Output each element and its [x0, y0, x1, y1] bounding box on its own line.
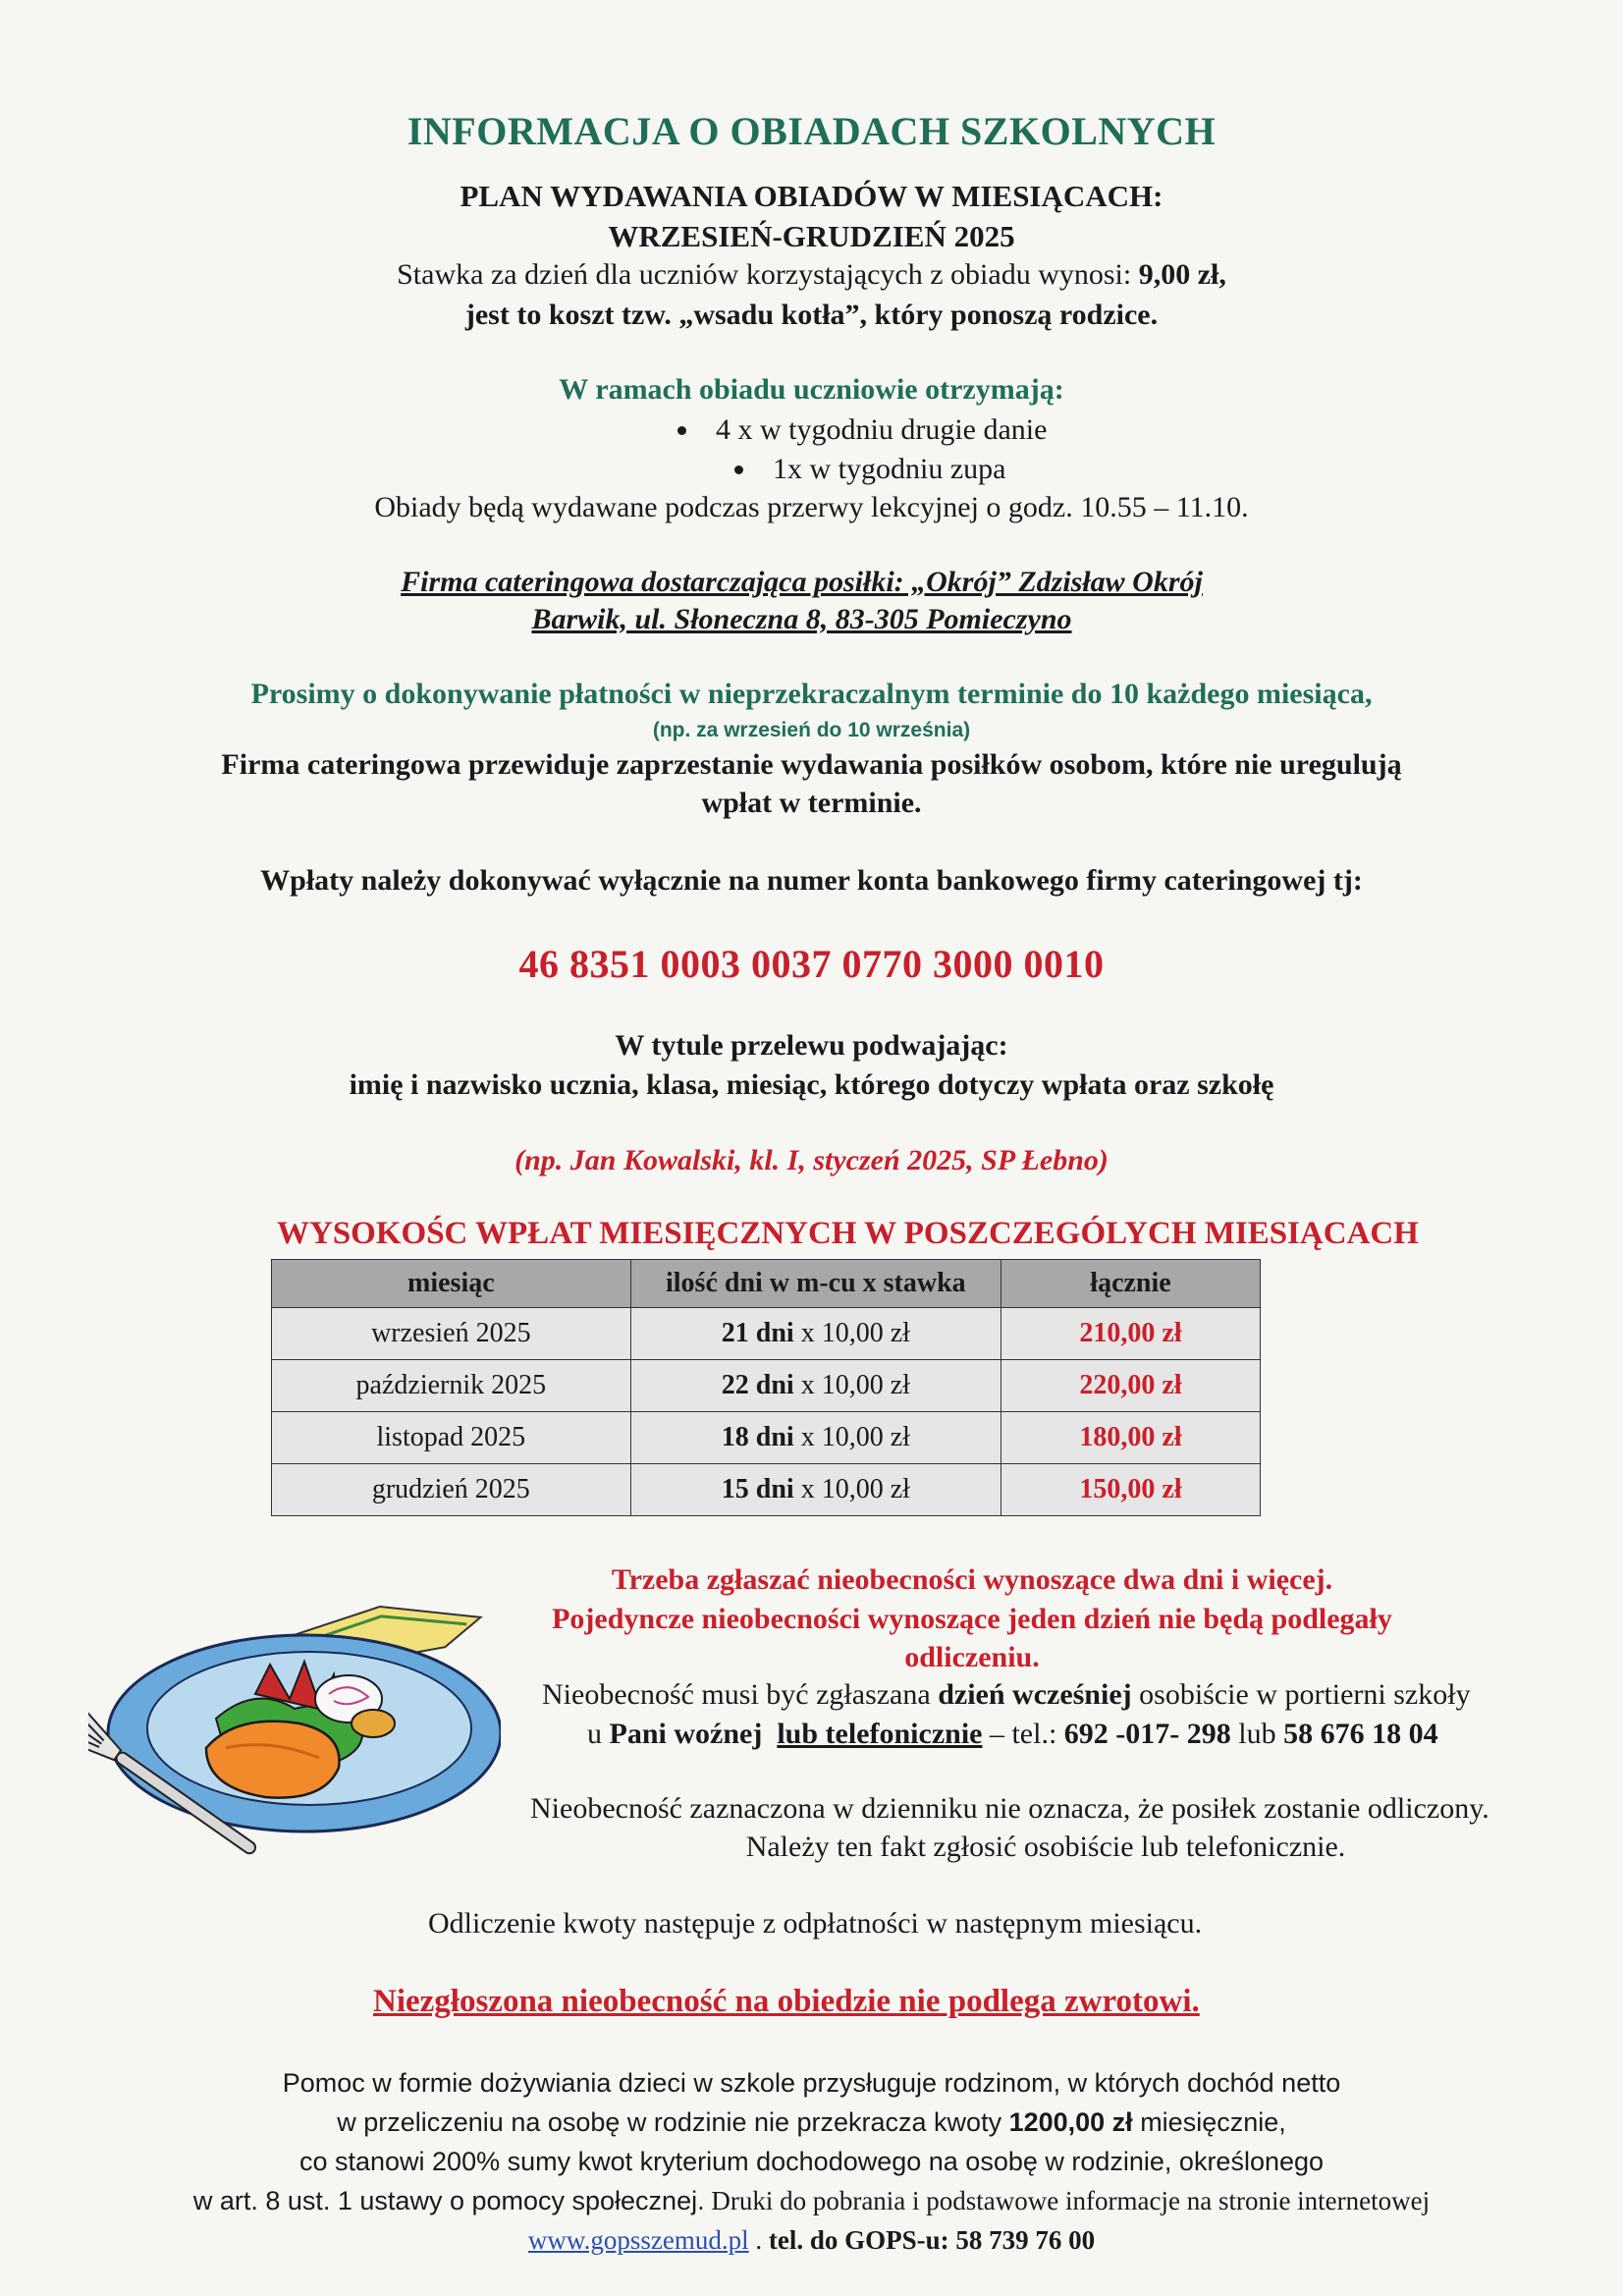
- account-intro: Wpłaty należy dokonywać wyłącznie na numer konta bankowego firmy cateringowej tj:: [260, 864, 1363, 897]
- column-header: miesiąc: [272, 1260, 631, 1308]
- days-cell: 18 dni x 10,00 zł: [630, 1412, 1001, 1464]
- payment-warning: Firma cateringowa przewiduje zaprzestanie wydawania posiłków osobom, które nie uregulują: [221, 748, 1402, 781]
- transfer-title-heading: W tytule przelewu podwajając:: [615, 1029, 1008, 1062]
- catering-company: Firma cateringowa dostarczająca posiłki: „Okrój” Zdzisław Okrój: [401, 566, 1203, 598]
- deduction-note: Odliczenie kwoty następuje z odpłatności w następnym miesiącu.: [428, 1907, 1203, 1940]
- total-cell: 180,00 zł: [1001, 1412, 1261, 1464]
- catering-address: Barwik, ul. Słoneczna 8, 83-305 Pomieczyno: [531, 603, 1072, 635]
- total-cell: 150,00 zł: [1001, 1464, 1261, 1516]
- column-header: ilość dni w m-cu x stawka: [630, 1260, 1001, 1308]
- meals-heading: W ramach obiadu uczniowie otrzymają:: [559, 373, 1064, 406]
- month-cell: październik 2025: [272, 1360, 631, 1412]
- help-line: w art. 8 ust. 1 ustawy o pomocy społecznej. Druki do pobrania i podstawowe informacje na stronie internetowej: [192, 2186, 1431, 2215]
- bullet-icon: [734, 465, 743, 474]
- payment-deadline: Prosimy o dokonywanie płatności w nieprzekraczalnym terminie do 10 każdego miesiąca,: [250, 678, 1373, 710]
- absence-rule: Trzeba zgłaszać nieobecności wynoszące dwa dni i więcej.: [611, 1563, 1333, 1596]
- page-title: INFORMACJA O OBIADACH SZKOLNYCH: [406, 109, 1217, 153]
- total-cell: 210,00 zł: [1001, 1308, 1261, 1360]
- diary-note: Nieobecność zaznaczona w dzienniku nie oznacza, że posiłek zostanie odliczony.: [530, 1792, 1489, 1825]
- absence-rule: odliczeniu.: [904, 1641, 1040, 1673]
- rate-line: Stawka za dzień dla uczniów korzystających z obiadu wynosi: 9,00 zł,: [397, 258, 1226, 291]
- table-row: [272, 1308, 1261, 1360]
- payment-example: (np. za wrzesień do 10 września): [652, 719, 971, 741]
- no-refund-note: Niezgłoszona nieobecność na obiedzie nie podlega zwrotowi.: [373, 1984, 1200, 2019]
- total-cell: 220,00 zł: [1001, 1360, 1261, 1412]
- rate-note: jest to koszt tzw. „wsadu kotła”, który ponoszą rodzice.: [464, 299, 1159, 331]
- transfer-title-example: (np. Jan Kowalski, kl. I, styczeń 2025, SP Łebno): [514, 1144, 1109, 1176]
- days-cell: 21 dni x 10,00 zł: [630, 1308, 1001, 1360]
- days-cell: 15 dni x 10,00 zł: [630, 1464, 1001, 1516]
- month-cell: listopad 2025: [272, 1412, 631, 1464]
- fees-table: [271, 1259, 1261, 1516]
- table-row: [272, 1360, 1261, 1412]
- month-cell: wrzesień 2025: [272, 1308, 631, 1360]
- absence-rule: Pojedyncze nieobecności wynoszące jeden dzień nie będą podlegały: [552, 1603, 1392, 1635]
- bullet-icon: [677, 426, 686, 435]
- transfer-title-content: imię i nazwisko ucznia, klasa, miesiąc, którego dotyczy wpłata oraz szkołę: [349, 1068, 1274, 1101]
- table-header-row: [272, 1260, 1261, 1308]
- absence-contact: u Pani woźnej lub telefonicznie – tel.: 692 -017- 298 lub 58 676 18 04: [587, 1718, 1438, 1750]
- days-cell: 22 dni x 10,00 zł: [630, 1360, 1001, 1412]
- help-line: w przeliczeniu na osobę w rodzinie nie przekracza kwoty 1200,00 zł miesięcznie,: [337, 2107, 1286, 2137]
- meal-item: 1x w tygodniu zupa: [734, 453, 1005, 486]
- absence-report: Nieobecność musi być zgłaszana dzień wcześniej osobiście w portierni szkoły: [542, 1678, 1471, 1711]
- month-cell: grudzień 2025: [272, 1464, 631, 1516]
- account-number: 46 8351 0003 0037 0770 3000 0010: [518, 942, 1105, 986]
- help-contact: www.gopsszemud.pl . tel. do GOPS-u: 58 739 76 00: [527, 2225, 1096, 2255]
- meal-time: Obiady będą wydawane podczas przerwy lekcyjnej o godz. 10.55 – 11.10.: [374, 491, 1249, 523]
- table-row: [272, 1412, 1261, 1464]
- column-header: łącznie: [1001, 1260, 1261, 1308]
- plan-heading: PLAN WYDAWANIA OBIADÓW W MIESIĄCACH:: [460, 179, 1163, 213]
- fees-heading: WYSOKOŚC WPŁAT MIESIĘCZNYCH W POSZCZEGÓLYCH MIESIĄCACH: [277, 1216, 1419, 1251]
- help-line: Pomoc w formie dożywiania dzieci w szkole przysługuje rodzinom, w których dochód netto: [282, 2068, 1341, 2098]
- table-row: [272, 1464, 1261, 1516]
- gops-website-link[interactable]: www.gopsszemud.pl: [527, 2225, 749, 2255]
- help-line: co stanowi 200% sumy kwot kryterium dochodowego na osobę w rodzinie, określonego: [298, 2147, 1325, 2176]
- diary-note-2: Należy ten fakt zgłosić osobiście lub telefonicznie.: [745, 1831, 1346, 1863]
- plan-period: WRZESIEŃ-GRUDZIEŃ 2025: [608, 219, 1015, 253]
- payment-warning-2: wpłat w terminie.: [701, 787, 922, 819]
- meal-item: 4 x w tygodniu drugie danie: [677, 413, 1047, 447]
